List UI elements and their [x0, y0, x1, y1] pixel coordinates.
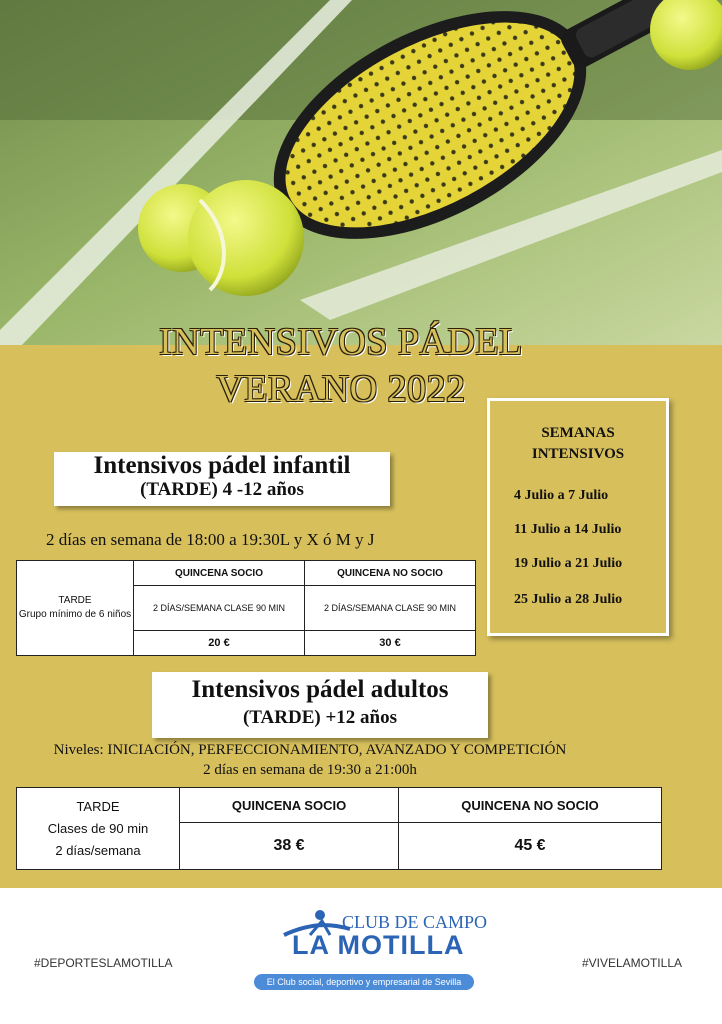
- infantil-schedule: 2 días en semana de 18:00 a 19:30L y X ó M y J: [46, 530, 375, 549]
- semana-item: 25 Julio a 28 Julio: [514, 592, 623, 607]
- adultos-schedule: 2 días en semana de 19:30 a 21:00h: [203, 762, 417, 778]
- semana-item: 11 Julio a 14 Julio: [514, 522, 622, 537]
- infantil-subheading: (TARDE) 4 -12 años: [140, 479, 304, 500]
- semana-item: 19 Julio a 21 Julio: [514, 556, 623, 571]
- logo-tagline: El Club social, deportivo y empresarial de Sevilla: [254, 974, 474, 990]
- infantil-socio-price: 20 €: [134, 631, 305, 656]
- infantil-col-socio-header: QUINCENA SOCIO: [134, 561, 305, 586]
- adultos-socio-price: 38 €: [180, 823, 399, 870]
- adultos-subheading: (TARDE) +12 años: [242, 707, 398, 728]
- infantil-col-nosocio-header: QUINCENA NO SOCIO: [305, 561, 476, 586]
- semanas-heading: [490, 423, 666, 465]
- infantil-socio-detail: 2 DÍAS/SEMANA CLASE 90 MIN: [134, 586, 305, 631]
- adultos-col-nosocio-header: QUINCENA NO SOCIO: [399, 788, 662, 823]
- adultos-label-line1: TARDE: [76, 798, 120, 814]
- logo-name-text: LA MOTILLA: [292, 930, 465, 960]
- semanas-heading-line1: SEMANAS: [541, 425, 615, 441]
- adultos-col-socio-header: QUINCENA SOCIO: [180, 788, 399, 823]
- infantil-label-line2: Grupo mínimo de 6 niños: [18, 609, 132, 620]
- adultos-price-table: [16, 787, 662, 870]
- hashtag-deportes[interactable]: #DEPORTESLAMOTILLA: [34, 956, 173, 970]
- infantil-heading: Intensivos pádel infantil: [93, 452, 351, 479]
- adultos-nosocio-price: 45 €: [399, 823, 662, 870]
- infantil-heading-box: [54, 452, 390, 506]
- adultos-heading: Intensivos pádel adultos: [191, 676, 449, 703]
- hashtag-vive[interactable]: #VIVELAMOTILLA: [581, 956, 682, 970]
- adultos-heading-box: [152, 672, 488, 738]
- semanas-heading-line2: INTENSIVOS: [531, 446, 625, 462]
- logo-club-text: CLUB DE CAMPO: [342, 912, 488, 932]
- infantil-nosocio-detail: 2 DÍAS/SEMANA CLASE 90 MIN: [305, 586, 476, 631]
- hero-photo: [0, 0, 722, 345]
- infantil-table-label: [17, 561, 134, 656]
- main-title-line2: VERANO 2022: [216, 368, 466, 410]
- infantil-nosocio-price: 30 €: [305, 631, 476, 656]
- semana-item: 4 Julio a 7 Julio: [514, 488, 609, 503]
- adultos-label-line2: Clases de 90 min: [47, 820, 149, 836]
- adultos-table-label: [17, 788, 180, 870]
- adultos-levels: Niveles: INICIACIÓN, PERFECCIONAMIENTO, AVANZADO Y COMPETICIÓN: [53, 742, 567, 758]
- padel-racket-illustration: [0, 0, 722, 345]
- main-title-line1: INTENSIVOS PÁDEL: [159, 321, 523, 363]
- adultos-label-line3: 2 días/semana: [55, 842, 141, 858]
- infantil-price-table: [16, 560, 476, 656]
- semanas-box: [487, 398, 669, 636]
- infantil-label-line1: TARDE: [58, 595, 92, 606]
